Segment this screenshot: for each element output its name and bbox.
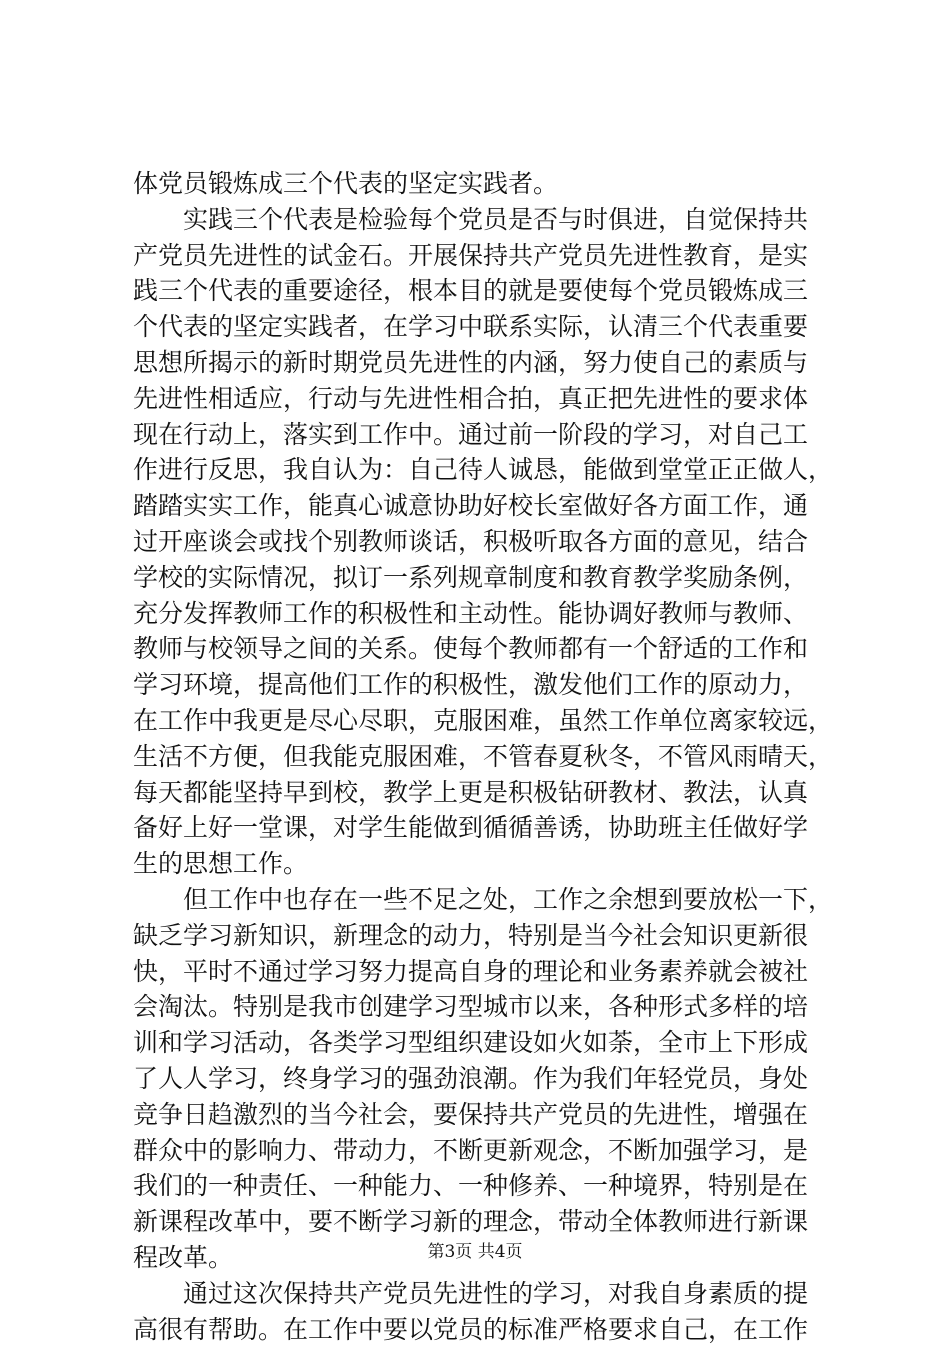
text-line: 但工作中也存在一些不足之处，工作之余想到要放松一下，: [133, 882, 853, 918]
text-line: 群众中的影响力、带动力，不断更新观念，不断加强学习，是: [133, 1133, 853, 1169]
text-line: 过开座谈会或找个别教师谈话，积极听取各方面的意见，结合: [133, 524, 853, 560]
text-line: 教师与校领导之间的关系。使每个教师都有一个舒适的工作和: [133, 631, 853, 667]
text-line: 在工作中我更是尽心尽职，克服困难，虽然工作单位离家较远，: [133, 703, 853, 739]
text-line: 会淘汰。特别是我市创建学习型城市以来，各种形式多样的培: [133, 989, 853, 1025]
text-line: 高很有帮助。在工作中要以党员的标准严格要求自己，在工作: [133, 1312, 853, 1347]
text-line: 学校的实际情况，拟订一系列规章制度和教育教学奖励条例，: [133, 560, 853, 596]
text-line: 新课程改革中，要不断学习新的理念，带动全体教师进行新课: [133, 1204, 853, 1240]
text-line: 实践三个代表是检验每个党员是否与时俱进，自觉保持共: [133, 202, 853, 238]
text-line: 践三个代表的重要途径，根本目的就是要使每个党员锻炼成三: [133, 273, 853, 309]
text-line: 生活不方便，但我能克服困难，不管春夏秋冬，不管风雨晴天，: [133, 739, 853, 775]
text-line: 现在行动上，落实到工作中。通过前一阶段的学习，对自己工: [133, 417, 853, 453]
text-line: 作进行反思，我自认为：自己待人诚恳，能做到堂堂正正做人，: [133, 452, 853, 488]
text-line: 充分发挥教师工作的积极性和主动性。能协调好教师与教师、: [133, 596, 853, 632]
text-line: 备好上好一堂课，对学生能做到循循善诱，协助班主任做好学: [133, 810, 853, 846]
body-text: [133, 166, 853, 1347]
text-line: 训和学习活动，各类学习型组织建设如火如荼，全市上下形成: [133, 1025, 853, 1061]
page-footer: 第3页 共4页: [0, 1240, 950, 1264]
text-line: 思想所揭示的新时期党员先进性的内涵，努力使自己的素质与: [133, 345, 853, 381]
text-line: 踏踏实实工作，能真心诚意协助好校长室做好各方面工作，通: [133, 488, 853, 524]
text-line: 竞争日趋激烈的当今社会，要保持共产党员的先进性，增强在: [133, 1097, 853, 1133]
text-line: 快，平时不通过学习努力提高自身的理论和业务素养就会被社: [133, 954, 853, 990]
text-line: 先进性相适应，行动与先进性相合拍，真正把先进性的要求体: [133, 381, 853, 417]
text-line: 每天都能坚持早到校，教学上更是积极钻研教材、教法，认真: [133, 775, 853, 811]
text-line: 体党员锻炼成三个代表的坚定实践者。: [133, 166, 853, 202]
text-line: 通过这次保持共产党员先进性的学习，对我自身素质的提: [133, 1276, 853, 1312]
text-line: 学习环境，提高他们工作的积极性，激发他们工作的原动力，: [133, 667, 853, 703]
text-line: 个代表的坚定实践者，在学习中联系实际，认清三个代表重要: [133, 309, 853, 345]
text-line: 生的思想工作。: [133, 846, 853, 882]
text-line: 产党员先进性的试金石。开展保持共产党员先进性教育，是实: [133, 238, 853, 274]
text-line: 了人人学习，终身学习的强劲浪潮。作为我们年轻党员，身处: [133, 1061, 853, 1097]
text-line: 我们的一种责任、一种能力、一种修养、一种境界，特别是在: [133, 1168, 853, 1204]
text-line: 缺乏学习新知识，新理念的动力，特别是当今社会知识更新很: [133, 918, 853, 954]
text-line: 程改革。: [133, 1240, 853, 1276]
